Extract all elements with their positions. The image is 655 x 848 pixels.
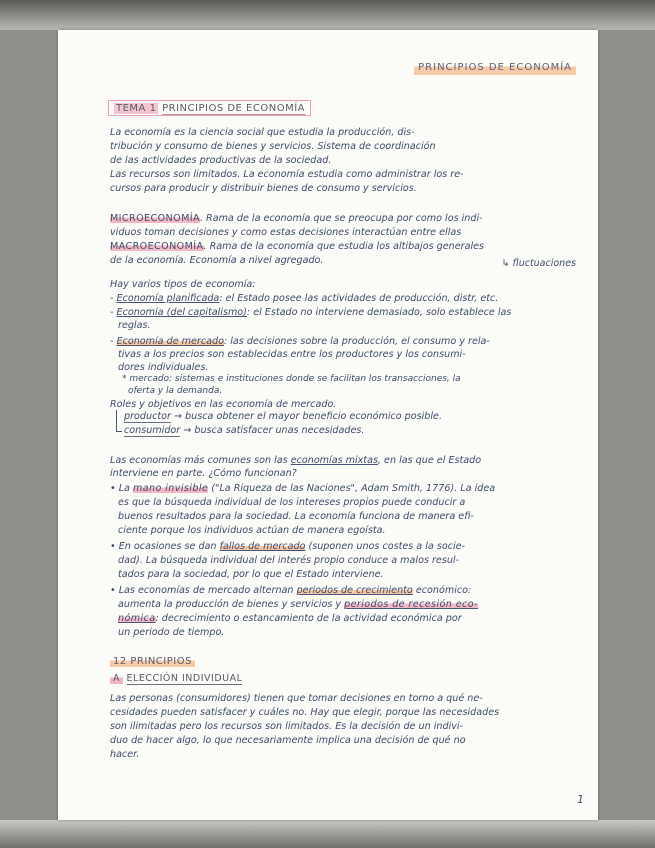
invisible-hand-text: ("La Riqueza de las Naciones", Adam Smith, 1776). La idea [208, 483, 496, 494]
planificada-line: - Economía planificada: el Estado posee las actividades de producción, distr, etc. [110, 293, 499, 304]
invisible-hand-line-4: ciente porque los individuos actúan de manera egoísta. [118, 525, 386, 536]
intro-line: tribución y consumo de bienes y servicios. Sistema de coordinación [110, 141, 436, 152]
macro-term: MACROECONOMÍA [110, 241, 204, 252]
invisible-hand-line-2: es que la búsqueda individual de los intereses propios puede conducir a [118, 497, 466, 508]
consumidor-text: → busca satisfacer unas necesidades. [183, 425, 365, 436]
page-number: 1 [577, 793, 584, 806]
mixed-text: Las economías más comunes son las [110, 455, 288, 466]
course-header: PRINCIPIOS DE ECONOMÍA [414, 60, 576, 75]
mixed-text-b: , en las que el Estado [377, 455, 482, 466]
market-failure-line-2: dad). La búsqueda individual del interés propio conduce a malos resul- [118, 555, 460, 566]
mercado-term: Economía de mercado [116, 336, 224, 347]
mixed-line [110, 454, 481, 467]
scan-bottom-edge [0, 820, 655, 848]
cycles-text-b: económico: [412, 585, 472, 596]
mercado-line-3: dores individuales. [118, 362, 209, 373]
recession-term-b: nómica [118, 613, 156, 624]
micro-line [110, 212, 483, 225]
cycles-text-2: aumenta la producción de bienes y servicios y [118, 599, 342, 610]
subsection-title: ELECCIÓN INDIVIDUAL [126, 673, 243, 684]
roles-intro: Roles y objetivos en las economía de mercado. [110, 399, 337, 410]
market-failure-line-3: tados para la sociedad, por lo que el Estado interviene. [118, 569, 384, 580]
topic-number: TEMA 1 [116, 103, 157, 114]
productor-text: → busca obtener el mayor beneficio económico posible. [174, 411, 443, 422]
micro-term: MICROECONOMÍA [110, 213, 200, 224]
section-title: 12 PRINCIPIOS [110, 656, 195, 667]
topic-heading [108, 100, 311, 116]
intro-line: Las recursos son limitados. La economía estudia como administrar los re- [110, 169, 464, 180]
mixed-line-2: interviene en parte. ¿Cómo funcionan? [110, 468, 297, 479]
micro-def: . Rama de la economía que se preocupa por como los indi- [199, 213, 483, 224]
macro-def: . Rama de la economía que estudia los altibajos generales [203, 241, 485, 252]
mercado-line: - Economía de mercado: las decisiones sobre la producción, el consumo y rela- [110, 336, 490, 347]
bullet-prefix: • La [110, 483, 130, 494]
recession-term: periodos de recesión eco- [344, 599, 478, 610]
scan-top-edge [0, 0, 655, 30]
principle-line: hacer. [110, 749, 140, 760]
cycles-text-3: : decrecimiento o estancamiento de la actividad económica por [155, 613, 462, 624]
consumidor-term: consumidor [124, 425, 181, 436]
market-failure-text: (suponen unos costes a la socie- [305, 541, 465, 552]
intro-line: La economía es la ciencia social que estudia la producción, dis- [110, 127, 415, 138]
roles-bracket [116, 410, 122, 432]
productor-term: productor [124, 411, 171, 422]
macro-line [110, 240, 484, 253]
cycles-line-4: un periodo de tiempo. [118, 627, 225, 638]
invisible-hand-line-3: buenos resultados para la sociedad. La economía funciona de manera efi- [118, 511, 474, 522]
micro-line-2: viduos toman decisiones y como estas decisiones interactúan entre ellas [110, 227, 462, 238]
mixed-term: economías mixtas [290, 455, 378, 466]
topic-title: PRINCIPIOS DE ECONOMÍA [162, 103, 305, 114]
consumidor-line [124, 424, 364, 437]
planificada-term: Economía planificada [116, 293, 220, 304]
mercado-line-2: tivas a los precios son establecidas entre los productores y los consumi- [118, 349, 466, 360]
principle-line: son ilimitadas pero los recursos son limitados. Es la decisión de un indivi- [110, 721, 464, 732]
intro-line: cursos para producir y distribuir bienes de consumo y servicios. [110, 183, 417, 194]
capitalismo-text: : el Estado no interviene demasiado, solo establece las [246, 307, 512, 318]
subsection-heading [110, 673, 242, 684]
market-failure-term: fallos de mercado [219, 541, 306, 552]
planificada-text: : el Estado posee las actividades de producción, distr, etc. [219, 293, 499, 304]
growth-term: periodos de crecimiento [296, 585, 413, 596]
productor-line [124, 410, 442, 423]
notebook-page [58, 30, 598, 820]
market-failure-line [110, 540, 465, 553]
capitalismo-line: - Economía (del capitalismo): el Estado no interviene demasiado, solo establece las [110, 307, 512, 318]
invisible-hand-term: mano invisible [133, 483, 209, 494]
invisible-hand-line [110, 482, 495, 495]
subsection-letter: A [110, 673, 123, 684]
mercado-text: : las decisiones sobre la producción, el consumo y rela- [223, 336, 490, 347]
cycles-text: • Las economías de mercado alternan [110, 585, 294, 596]
capitalismo-line-2: reglas. [118, 320, 151, 331]
intro-line: de las actividades productivas de la sociedad. [110, 155, 332, 166]
principle-line: Las personas (consumidores) tienen que tomar decisiones en torno a qué ne- [110, 693, 483, 704]
capitalismo-term: Economía (del capitalismo) [116, 307, 247, 318]
cycles-line-3 [118, 612, 462, 625]
systems-intro: Hay varios tipos de economía: [110, 279, 256, 290]
mercado-note: * mercado: sistemas e instituciones donde se facilitan los transacciones, la [122, 374, 461, 384]
principle-line: cesidades pueden satisfacer y cuáles no. Hay que elegir, porque las necesidades [110, 707, 500, 718]
bullet-prefix: • En ocasiones se dan [110, 541, 217, 552]
cycles-line-2 [118, 598, 478, 611]
fluctuations-note: ↳ fluctuaciones [501, 258, 576, 269]
mercado-note-2: oferta y la demanda. [128, 386, 223, 396]
cycles-line [110, 584, 471, 597]
principle-line: duo de hacer algo, lo que necesariamente implica una decisión de qué no [110, 735, 466, 746]
macro-line-2: de la economía. Economía a nivel agregado. [110, 255, 324, 266]
